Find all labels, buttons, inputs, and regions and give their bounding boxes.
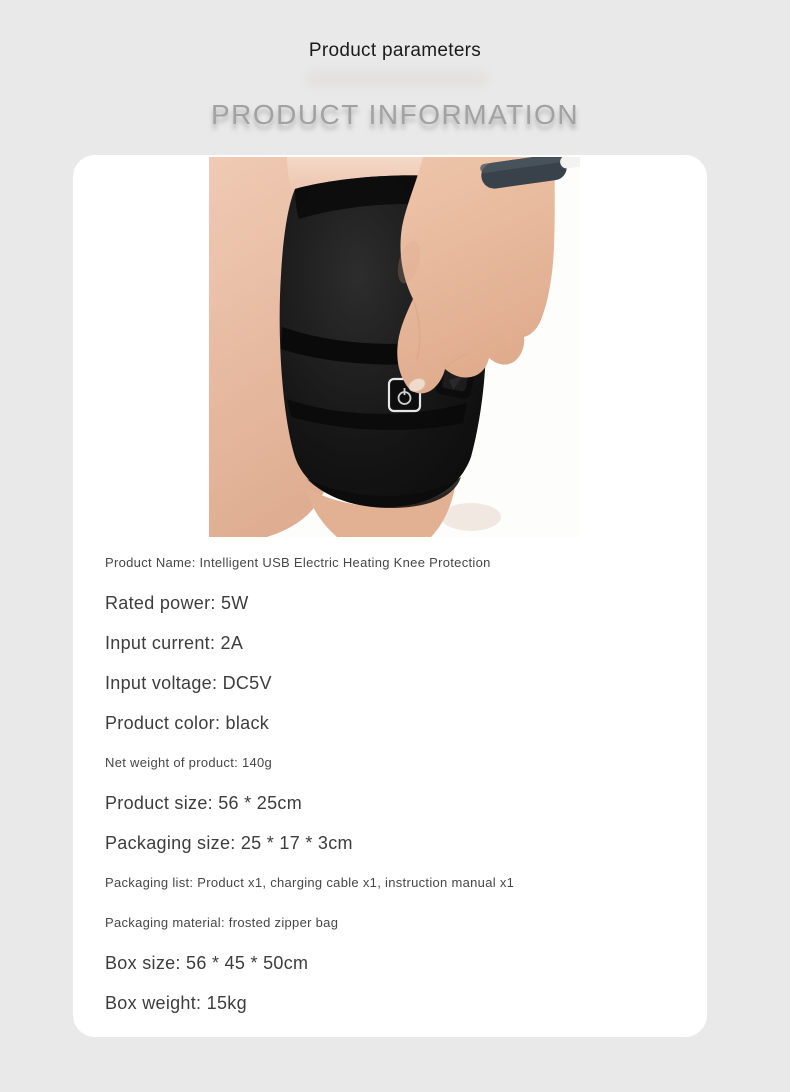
- spec-line: Box weight: 15kg: [105, 993, 247, 1013]
- spec-line: Packaging size: 25 * 17 * 3cm: [105, 833, 353, 853]
- spec-line: Packaging list: Product x1, charging cable x1, instruction manual x1: [105, 875, 515, 890]
- section-title: PRODUCT INFORMATION: [210, 99, 580, 130]
- spec-line: Product Name: Intelligent USB Electric Heating Knee Protection: [105, 555, 491, 570]
- spec-line: Rated power: 5W: [105, 593, 249, 613]
- spec-line: Product color: black: [105, 713, 270, 733]
- title-ghost-shadow: [306, 71, 488, 86]
- spec-line: Packaging material: frosted zipper bag: [105, 915, 339, 930]
- product-photo: [209, 157, 580, 537]
- spec-line: Product size: 56 * 25cm: [105, 793, 302, 813]
- calf-shadow: [441, 503, 501, 531]
- spec-line: Input current: 2A: [105, 633, 244, 653]
- spec-line: Input voltage: DC5V: [105, 673, 272, 693]
- spec-line: Box size: 56 * 45 * 50cm: [105, 953, 309, 973]
- spec-line: Net weight of product: 140g: [105, 755, 273, 770]
- knee-brace-photo-graphic: [209, 157, 580, 537]
- spec-list: [105, 543, 690, 1023]
- product-card: [73, 155, 707, 1037]
- page-title: Product parameters: [308, 40, 482, 61]
